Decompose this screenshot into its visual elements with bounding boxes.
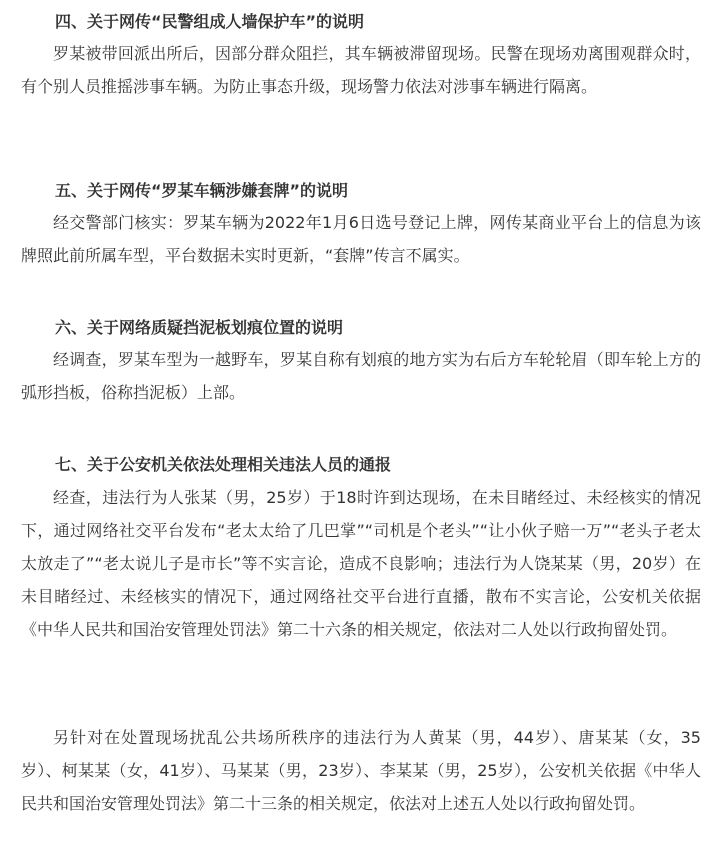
section-7-paragraph: 经查，违法行为人张某（男，25岁）于18时许到达现场，在未目睹经过、未经核实的情况下，通过网络社交平台发布“老太太给了几巴掌”“司机是个老头”“让小伙子赔一万”“老头子老太太放走了”“老太说儿子是市长”等不实言论，造成不良影响；违法行为人饶某某（男，20岁）在未目睹经过、未经核实的情况下，通过网络社交平台进行直播，散布不实言论，公安机关依据《中华人民共和国治安管理处罚法》第二十六条的相关规定，依法对二人处以行政拘留处罚。 xyxy=(21,488,701,639)
section-4-heading: 四、关于网传“民警组成人墙保护车”的说明 xyxy=(55,12,365,31)
extra-paragraph: 另针对在处置现场扰乱公共场所秩序的违法行为人黄某（男，44岁）、唐某某（女，35岁）、柯某某（女，41岁）、马某某（男，23岁）、李某某（男，25岁），公安机关依据《中华人民共和国治安管理处罚法》第二十三条的相关规定，依法对上述五人处以行政拘留处罚。 xyxy=(21,728,701,813)
section-7-heading: 七、关于公安机关依法处理相关违法人员的通报 xyxy=(55,455,392,474)
section-6-paragraph: 经调查，罗某车型为一越野车，罗某自称有划痕的地方实为右后方车轮轮眉（即车轮上方的弧形挡板，俗称挡泥板）上部。 xyxy=(21,350,701,402)
section-5-heading: 五、关于网传“罗某车辆涉嫌套牌”的说明 xyxy=(55,181,349,200)
section-5-paragraph: 经交警部门核实：罗某车辆为2022年1月6日选号登记上牌，网传某商业平台上的信息为该牌照此前所属车型，平台数据未实时更新，“套牌”传言不属实。 xyxy=(21,213,701,265)
section-4-paragraph: 罗某被带回派出所后，因部分群众阻拦，其车辆被滞留现场。民警在现场劝离围观群众时，有个别人员推摇涉事车辆。为防止事态升级，现场警力依法对涉事车辆进行隔离。 xyxy=(21,44,701,96)
section-6-heading: 六、关于网络质疑挡泥板划痕位置的说明 xyxy=(55,318,344,337)
